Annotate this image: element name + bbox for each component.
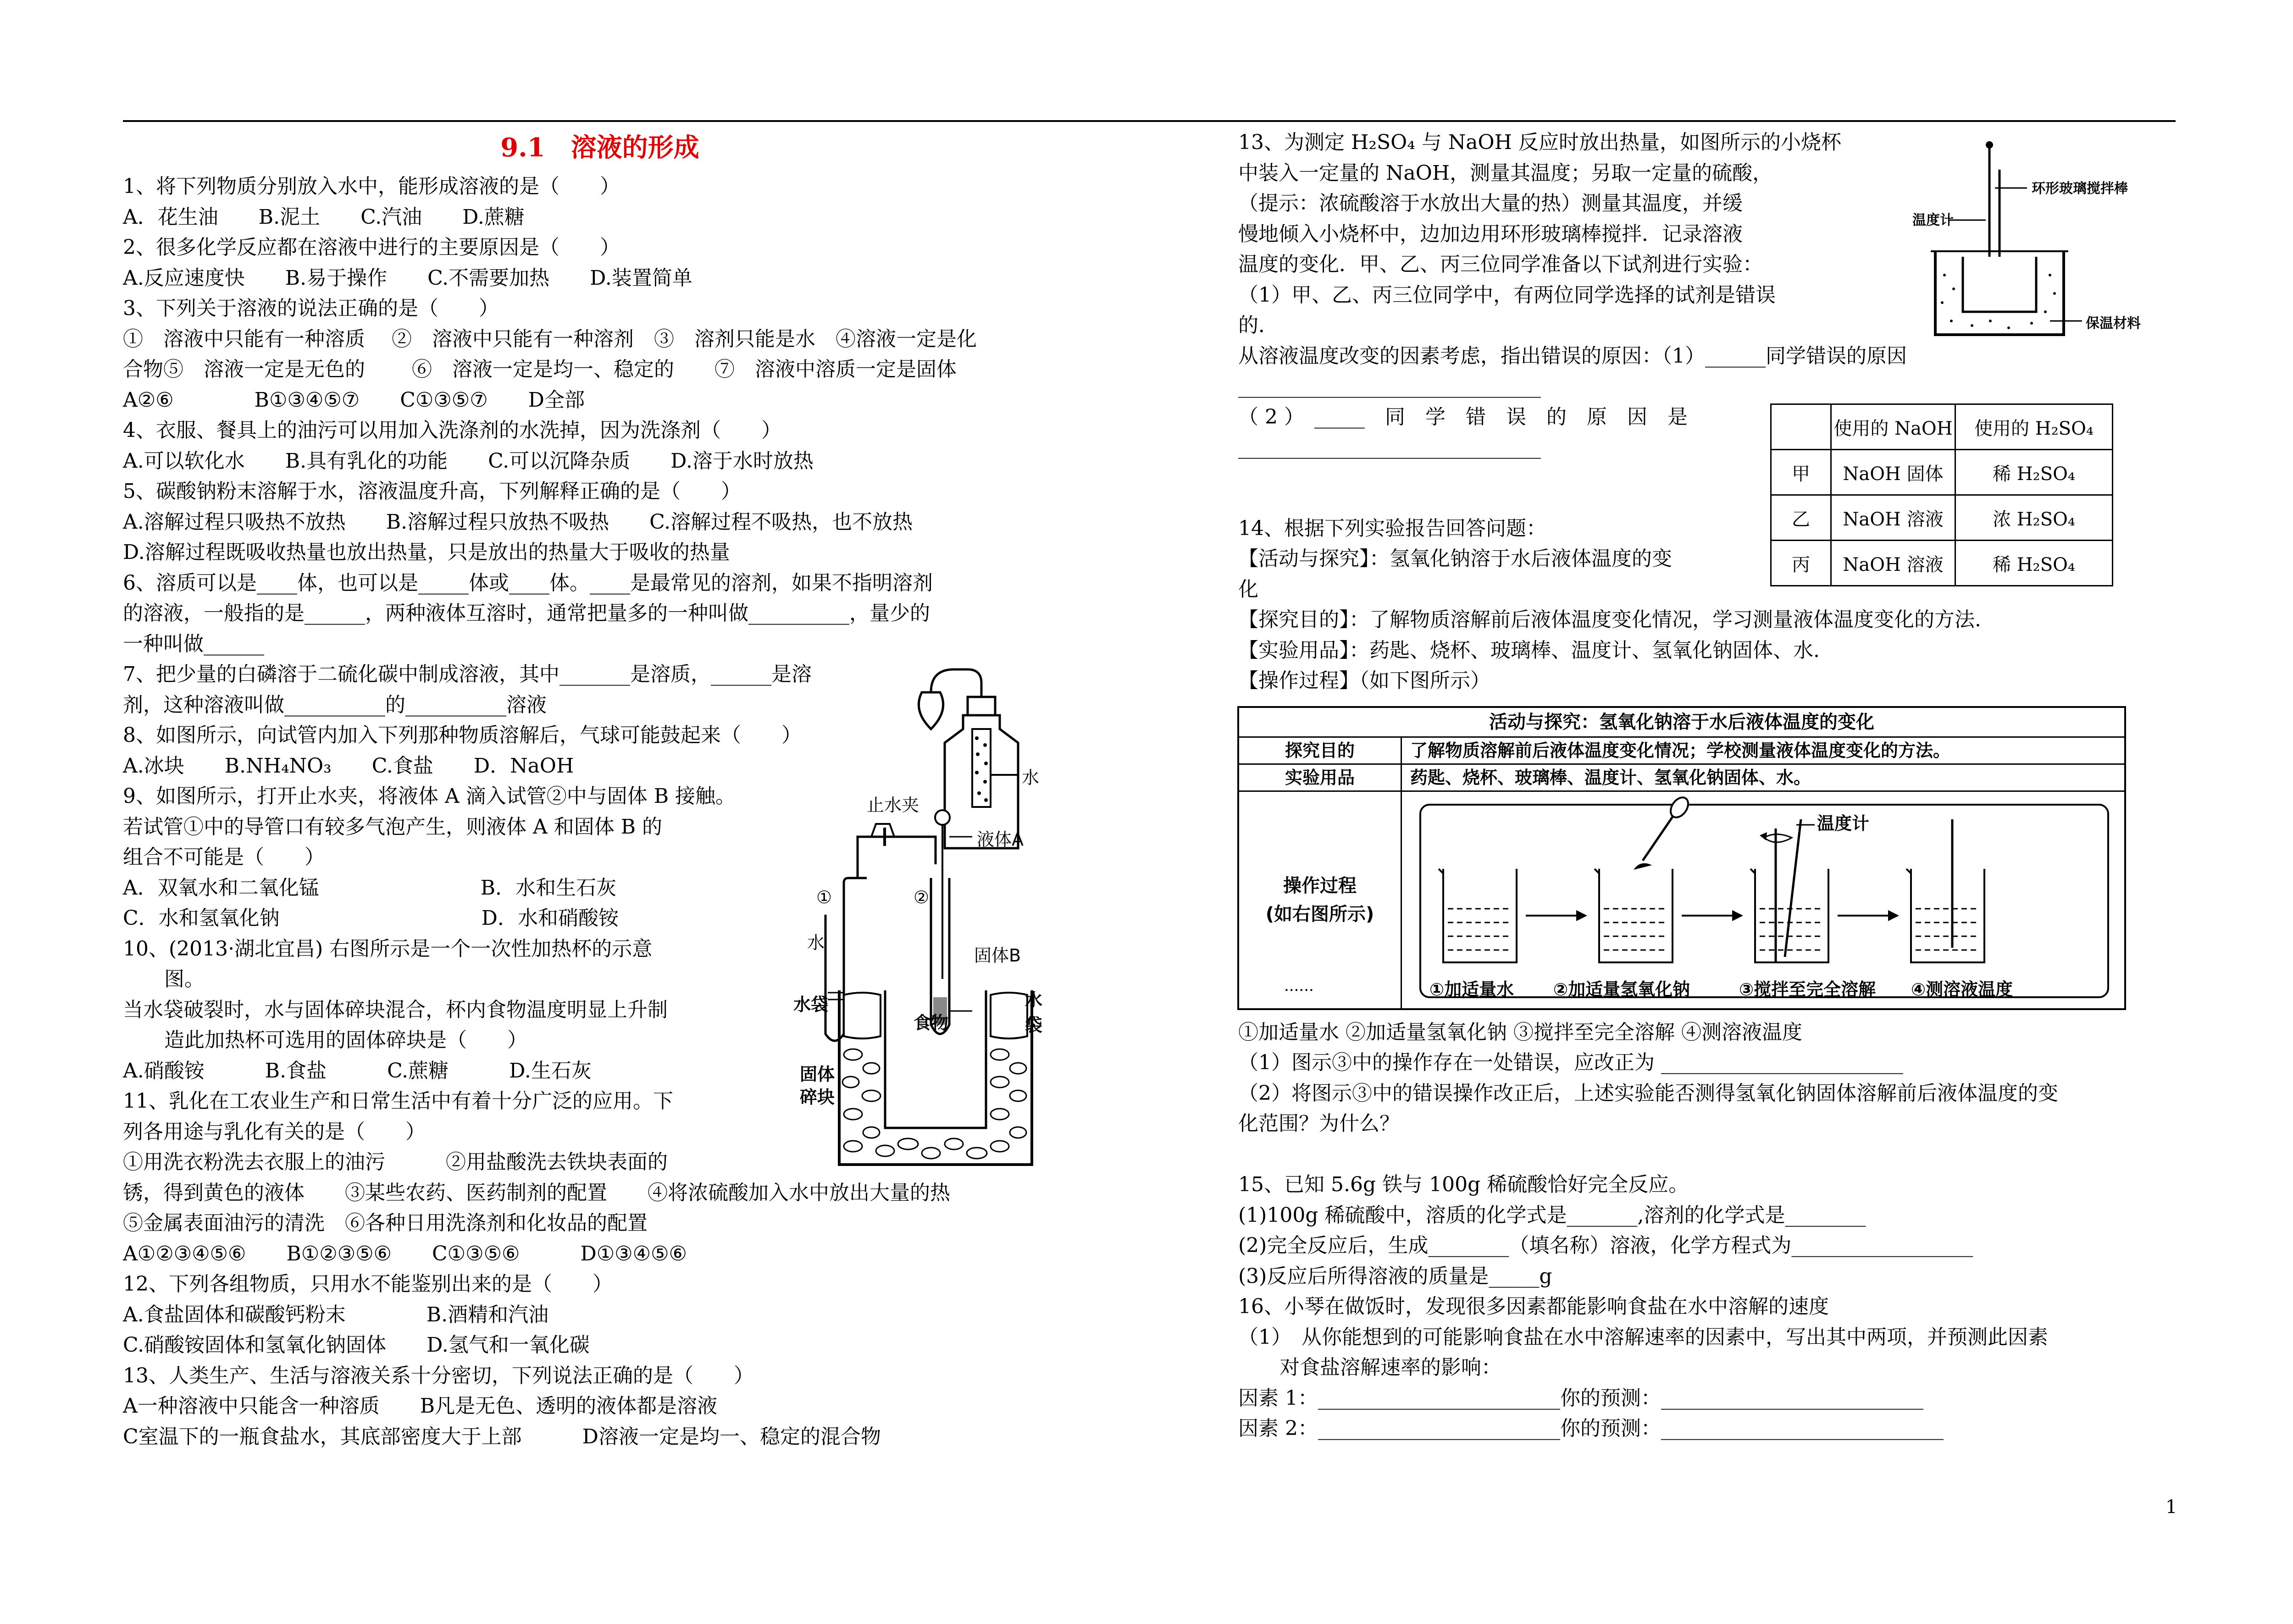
table-row bbox=[1771, 495, 2113, 541]
question-line: 的． bbox=[1238, 314, 1279, 337]
question-line: 慢地倾入小烧杯中，边加边用环形玻璃棒搅拌．记录溶液 bbox=[1238, 222, 1743, 246]
fig-q13-calorimeter bbox=[1912, 138, 2165, 348]
question-line: 一种叫做______ bbox=[123, 632, 264, 656]
step-caption: ①加适量水 bbox=[1429, 979, 1514, 1000]
table-cell: NaOH 溶液 bbox=[1831, 541, 1955, 586]
question-line: A.食盐固体和碳酸钙粉末 B.酒精和汽油 bbox=[123, 1303, 549, 1326]
fig-q9-water-label: 水 bbox=[807, 933, 825, 953]
fig-q10-food-label: 食物 bbox=[914, 1013, 949, 1033]
question-line: 7、把少量的白磷溶于二硫化碳中制成溶液，其中_______是溶质，______是溶 bbox=[123, 663, 812, 686]
table-header-cell: 使用的 NaOH bbox=[1831, 404, 1955, 450]
table-header-cell bbox=[1771, 404, 1831, 450]
panel-row-purpose bbox=[1239, 738, 2124, 765]
question-line: ① 溶液中只能有一种溶质 ② 溶液中只能有一种溶剂 ③ 溶剂只能是水 ④溶液一定是化 bbox=[123, 327, 977, 351]
question-line: 合物⑤ 溶液一定是无色的 ⑥ 溶液一定是均一、稳定的 ⑦ 溶液中溶质一定是固体 bbox=[123, 358, 957, 381]
question-line: 6、溶质可以是____体，也可以是_____体或____体。____是最常见的溶剂，如果不指明溶剂 bbox=[123, 571, 933, 595]
question-line: 【探究目的】：了解物质溶解前后液体温度变化情况，学习测量液体温度变化的方法. bbox=[1238, 608, 1981, 631]
question-line: 8、如图所示，向试管内加入下列那种物质溶解后，气球可能鼓起来（ ） bbox=[123, 724, 802, 747]
panel-procedure-label bbox=[1239, 792, 1402, 1008]
table-header-cell: 使用的 H₂SO₄ bbox=[1955, 404, 2113, 450]
fig-q13-insulation-label: 保温材料 bbox=[2086, 315, 2141, 331]
q14-q16-block bbox=[1238, 1017, 2176, 1444]
arrow-icon bbox=[1838, 910, 1899, 921]
question-line: A①②③④⑤⑥ B①②③⑤⑥ C①③⑤⑥ D①③④⑤⑥ bbox=[123, 1242, 687, 1265]
fig-q9-clamp-label: 止水夹 bbox=[867, 795, 919, 815]
procedure-illustration bbox=[1402, 792, 2124, 1008]
panel-row-key: 探究目的 bbox=[1239, 738, 1402, 763]
table-cell: NaOH 固体 bbox=[1831, 450, 1955, 495]
activity-panel bbox=[1237, 706, 2126, 1010]
panel-row-value: 药匙、烧杯、玻璃棒、温度计、氢氧化钠固体、水。 bbox=[1410, 768, 1811, 788]
question-line: 【活动与探究】：氢氧化钠溶于水后液体温度的变 bbox=[1238, 547, 1672, 570]
step-caption: ②加适量氢氧化钠 bbox=[1553, 979, 1690, 1000]
table-cell: 甲 bbox=[1771, 450, 1831, 495]
procedure-label-line1: 操作过程 bbox=[1283, 875, 1357, 896]
question-line: 的溶液，一般指的是______，两种液体互溶时，通常把量多的一种叫做__________，量少的 bbox=[123, 602, 930, 625]
question-line: 13、人类生产、生活与溶液关系十分密切，下列说法正确的是（ ） bbox=[123, 1364, 754, 1387]
question-line: 图。 bbox=[164, 967, 205, 991]
question-line: 中装入一定量的 NaOH，测量其温度；另取一定量的硫酸， bbox=[1238, 161, 1773, 185]
question-line: （ 2 ） _____ 同 学 错 误 的 原 因 是 bbox=[1238, 405, 1688, 429]
question-line: A.冰块 B.NH₄NO₃ C.食盐 D．NaOH bbox=[123, 754, 574, 778]
question-line: A．花生油 B.泥土 C.汽油 D.蔗糖 bbox=[123, 205, 525, 229]
question-line: 【操作过程】（如下图所示） bbox=[1238, 669, 1490, 692]
table-row bbox=[1771, 541, 2113, 586]
question-line: （1）甲、乙、丙三位同学中，有两位同学选择的试剂是错误 bbox=[1238, 283, 1776, 307]
question-line: 5、碳酸钠粉末溶解于水，溶液温度升高，下列解释正确的是（ ） bbox=[123, 480, 741, 503]
question-line: ______________________________ bbox=[1238, 436, 1541, 459]
question-line: A一种溶液中只能含一种溶质 B凡是无色、透明的液体都是溶液 bbox=[123, 1394, 718, 1418]
question-line: ①用洗衣粉洗去衣服上的油污 ②用盐酸洗去铁块表面的 bbox=[123, 1150, 668, 1174]
question-line: 若试管①中的导管口有较多气泡产生，则液体 A 和固体 B 的 bbox=[123, 815, 663, 839]
question-line: 从溶液温度改变的因素考虑，指出错误的原因：（1）______同学错误的原因 bbox=[1238, 344, 1907, 368]
panel-dots: ······ bbox=[1284, 981, 1314, 1000]
fig-q10-solid-label-2: 碎块 bbox=[800, 1087, 835, 1107]
page-number: 1 bbox=[2166, 1497, 2177, 1518]
question-line: A．双氧水和二氧化锰 B．水和生石灰 bbox=[123, 876, 617, 900]
table-cell: 稀 H₂SO₄ bbox=[1955, 450, 2113, 495]
panel-heading: 活动与探究：氢氧化钠溶于水后液体温度的变化 bbox=[1239, 708, 2124, 738]
beaker-1-icon bbox=[1439, 869, 1517, 962]
question-line: A.硝酸铵 B.食盐 C.蔗糖 D.生石灰 bbox=[123, 1059, 592, 1083]
question-line: 【实验用品】：药匙、烧杯、玻璃棒、温度计、氢氧化钠固体、水. bbox=[1238, 638, 1820, 662]
table-cell: 丙 bbox=[1771, 541, 1831, 586]
question-line: (2)完全反应后，生成________（填名称）溶液，化学方程式为__________________ bbox=[1238, 1234, 1973, 1257]
question-line: （1）图示③中的操作存在一处错误，应改正为 ________________________ bbox=[1238, 1051, 1903, 1074]
question-line: 因素 2：________________________你的预测：____________________________ bbox=[1238, 1417, 1944, 1440]
question-line: C.硝酸铵固体和氢氧化钠固体 D.氢气和一氧化碳 bbox=[123, 1333, 590, 1357]
panel-row-value: 了解物质溶解前后液体温度变化情况；学校测量液体温度变化的方法。 bbox=[1410, 740, 1951, 761]
question-line: 12、下列各组物质，只用水不能鉴别出来的是（ ） bbox=[123, 1272, 613, 1296]
question-line: 剂，这种溶液叫做__________的__________溶液 bbox=[123, 693, 547, 717]
panel-row-key: 实验用品 bbox=[1239, 765, 1402, 790]
question-line: D.溶解过程既吸收热量也放出热量，只是放出的热量大于吸收的热量 bbox=[123, 541, 730, 564]
page-title: 9.1 溶液的形成 bbox=[500, 133, 699, 163]
question-line: 13、为测定 H₂SO₄ 与 NaOH 反应时放出热量，如图所示的小烧杯 bbox=[1238, 131, 1841, 154]
question-line: 锈，得到黄色的液体 ③某些农药、医药制剂的配置 ④将浓硫酸加入水中放出大量的热 bbox=[123, 1181, 950, 1204]
question-line: 对食盐溶解速率的影响： bbox=[1279, 1356, 1501, 1379]
beaker-2-icon bbox=[1595, 869, 1673, 962]
question-line: 当水袋破裂时，水与固体碎块混合，杯内食物温度明显上升制 bbox=[123, 998, 668, 1022]
question-line: 组合不可能是（ ） bbox=[123, 845, 325, 869]
question-line: (3)反应后所得溶液的质量是_____g bbox=[1238, 1264, 1552, 1288]
question-line: （1） 从你能想到的可能影响食盐在水中溶解速率的因素中，写出其中两项，并预测此因素 bbox=[1238, 1325, 2048, 1349]
naoh-reagent-table bbox=[1770, 403, 2113, 586]
question-line: A.溶解过程只吸热不放热 B.溶解过程只放热不吸热 C.溶解过程不吸热，也不放热 bbox=[123, 510, 913, 534]
fig-q13-stirrer-label: 环形玻璃搅拌棒 bbox=[2032, 181, 2128, 197]
step-caption: ③搅拌至完全溶解 bbox=[1739, 979, 1876, 1000]
table-row bbox=[1771, 450, 2113, 495]
table-cell: 稀 H₂SO₄ bbox=[1955, 541, 2113, 586]
fig-q9-tube1-label: ① bbox=[816, 887, 832, 907]
question-line: 列各用途与乳化有关的是（ ） bbox=[123, 1120, 426, 1143]
step-caption: ④测溶液温度 bbox=[1911, 979, 2013, 1000]
fig-q10-bag-right-label: 水袋 bbox=[1025, 990, 1043, 1035]
procedure-label-line2: (如右图所示) bbox=[1265, 904, 1374, 925]
fig-q8-water-label: 水 bbox=[1022, 768, 1040, 788]
table-cell: NaOH 溶液 bbox=[1831, 495, 1955, 541]
thermometer-stir-icon bbox=[1760, 819, 1801, 961]
question-line: ⑤金属表面油污的清洗 ⑥各种日用洗涤剂和化妆品的配置 bbox=[123, 1211, 648, 1235]
question-line: ①加适量水 ②加适量氢氧化钠 ③搅拌至完全溶解 ④测溶液温度 bbox=[1238, 1020, 1802, 1044]
panel-row-materials bbox=[1239, 765, 2124, 792]
fig-q9-liquid-label: 液体A bbox=[977, 829, 1024, 850]
table-cell: 乙 bbox=[1771, 495, 1831, 541]
question-line: 温度的变化．甲、乙、丙三位同学准备以下试剂进行实验： bbox=[1238, 253, 1763, 276]
thermometer-label: 温度计 bbox=[1817, 813, 1870, 834]
question-line: 2、很多化学反应都在溶液中进行的主要原因是（ ） bbox=[123, 236, 620, 259]
question-line: C．水和氢氧化钠 D．水和硝酸铵 bbox=[123, 906, 619, 930]
fig-q9-solid-label: 固体B bbox=[974, 945, 1021, 966]
question-line: (1)100g 稀硫酸中，溶质的化学式是_______,溶剂的化学式是________ bbox=[1238, 1203, 1866, 1227]
question-line: C室温下的一瓶食盐水，其底部密度大于上部 D溶液一定是均一、稳定的混合物 bbox=[123, 1425, 881, 1448]
fig-q10-solid-label-1: 固体 bbox=[800, 1064, 835, 1084]
fig-q9-tube2-label: ② bbox=[914, 887, 930, 907]
question-line: 因素 1：________________________你的预测：__________________________ bbox=[1238, 1386, 1923, 1410]
top-rule bbox=[123, 120, 2176, 122]
question-line: 化范围？为什么？ bbox=[1238, 1112, 1400, 1135]
panel-procedure bbox=[1239, 792, 2124, 1008]
question-line: A.可以软化水 B.具有乳化的功能 C.可以沉降杂质 D.溶于水时放热 bbox=[123, 449, 814, 473]
question-line: 10、(2013·湖北宜昌) 右图所示是一个一次性加热杯的示意 bbox=[123, 937, 653, 961]
table-cell: 浓 H₂SO₄ bbox=[1955, 495, 2113, 541]
question-line: ______________________________ bbox=[1238, 375, 1541, 398]
beaker-4-icon bbox=[1906, 819, 1984, 962]
table-header-row bbox=[1771, 404, 2113, 450]
fig-q13-thermometer-label: 温度计 bbox=[1912, 212, 1954, 228]
fig-q10-heating-cup bbox=[793, 981, 1059, 1174]
question-line: 化 bbox=[1238, 577, 1258, 601]
question-line: 3、下列关于溶液的说法正确的是（ ） bbox=[123, 297, 499, 320]
question-line: 9、如图所示，打开止水夹，将液体 A 滴入试管②中与固体 B 接触。 bbox=[123, 784, 736, 808]
arrow-icon bbox=[1526, 910, 1587, 921]
question-line: （2）将图示③中的错误操作改正后，上述实验能否测得氢氧化钠固体溶解前后液体温度的变 bbox=[1238, 1081, 2058, 1105]
fig-q10-bag-left-label: 水袋 bbox=[793, 994, 829, 1015]
question-line: 造此加热杯可选用的固体碎块是（ ） bbox=[164, 1028, 527, 1052]
question-line: 16、小琴在做饭时，发现很多因素都能影响食盐在水中溶解的速度 bbox=[1238, 1295, 1829, 1318]
question-line: （提示：浓硫酸溶于水放出大量的热）测量其温度，并缓 bbox=[1238, 192, 1743, 215]
question-line: 14、根据下列实验报告回答问题： bbox=[1238, 516, 1546, 540]
question-line: A.反应速度快 B.易于操作 C.不需要加热 D.装置简单 bbox=[123, 266, 692, 290]
question-line: 11、乳化在工农业生产和日常生活中有着十分广泛的应用。下 bbox=[123, 1089, 673, 1113]
question-line: 15、已知 5.6g 铁与 100g 稀硫酸恰好完全反应。 bbox=[1238, 1173, 1689, 1196]
arrow-icon bbox=[1682, 910, 1743, 921]
question-line bbox=[1238, 1139, 2176, 1170]
question-line: 4、衣服、餐具上的油污可以用加入洗涤剂的水洗掉，因为洗涤剂（ ） bbox=[123, 419, 781, 442]
question-line: 1、将下列物质分别放入水中，能形成溶液的是（ ） bbox=[123, 175, 620, 198]
question-line: A②⑥ B①③④⑤⑦ C①③⑤⑦ D全部 bbox=[123, 388, 585, 412]
